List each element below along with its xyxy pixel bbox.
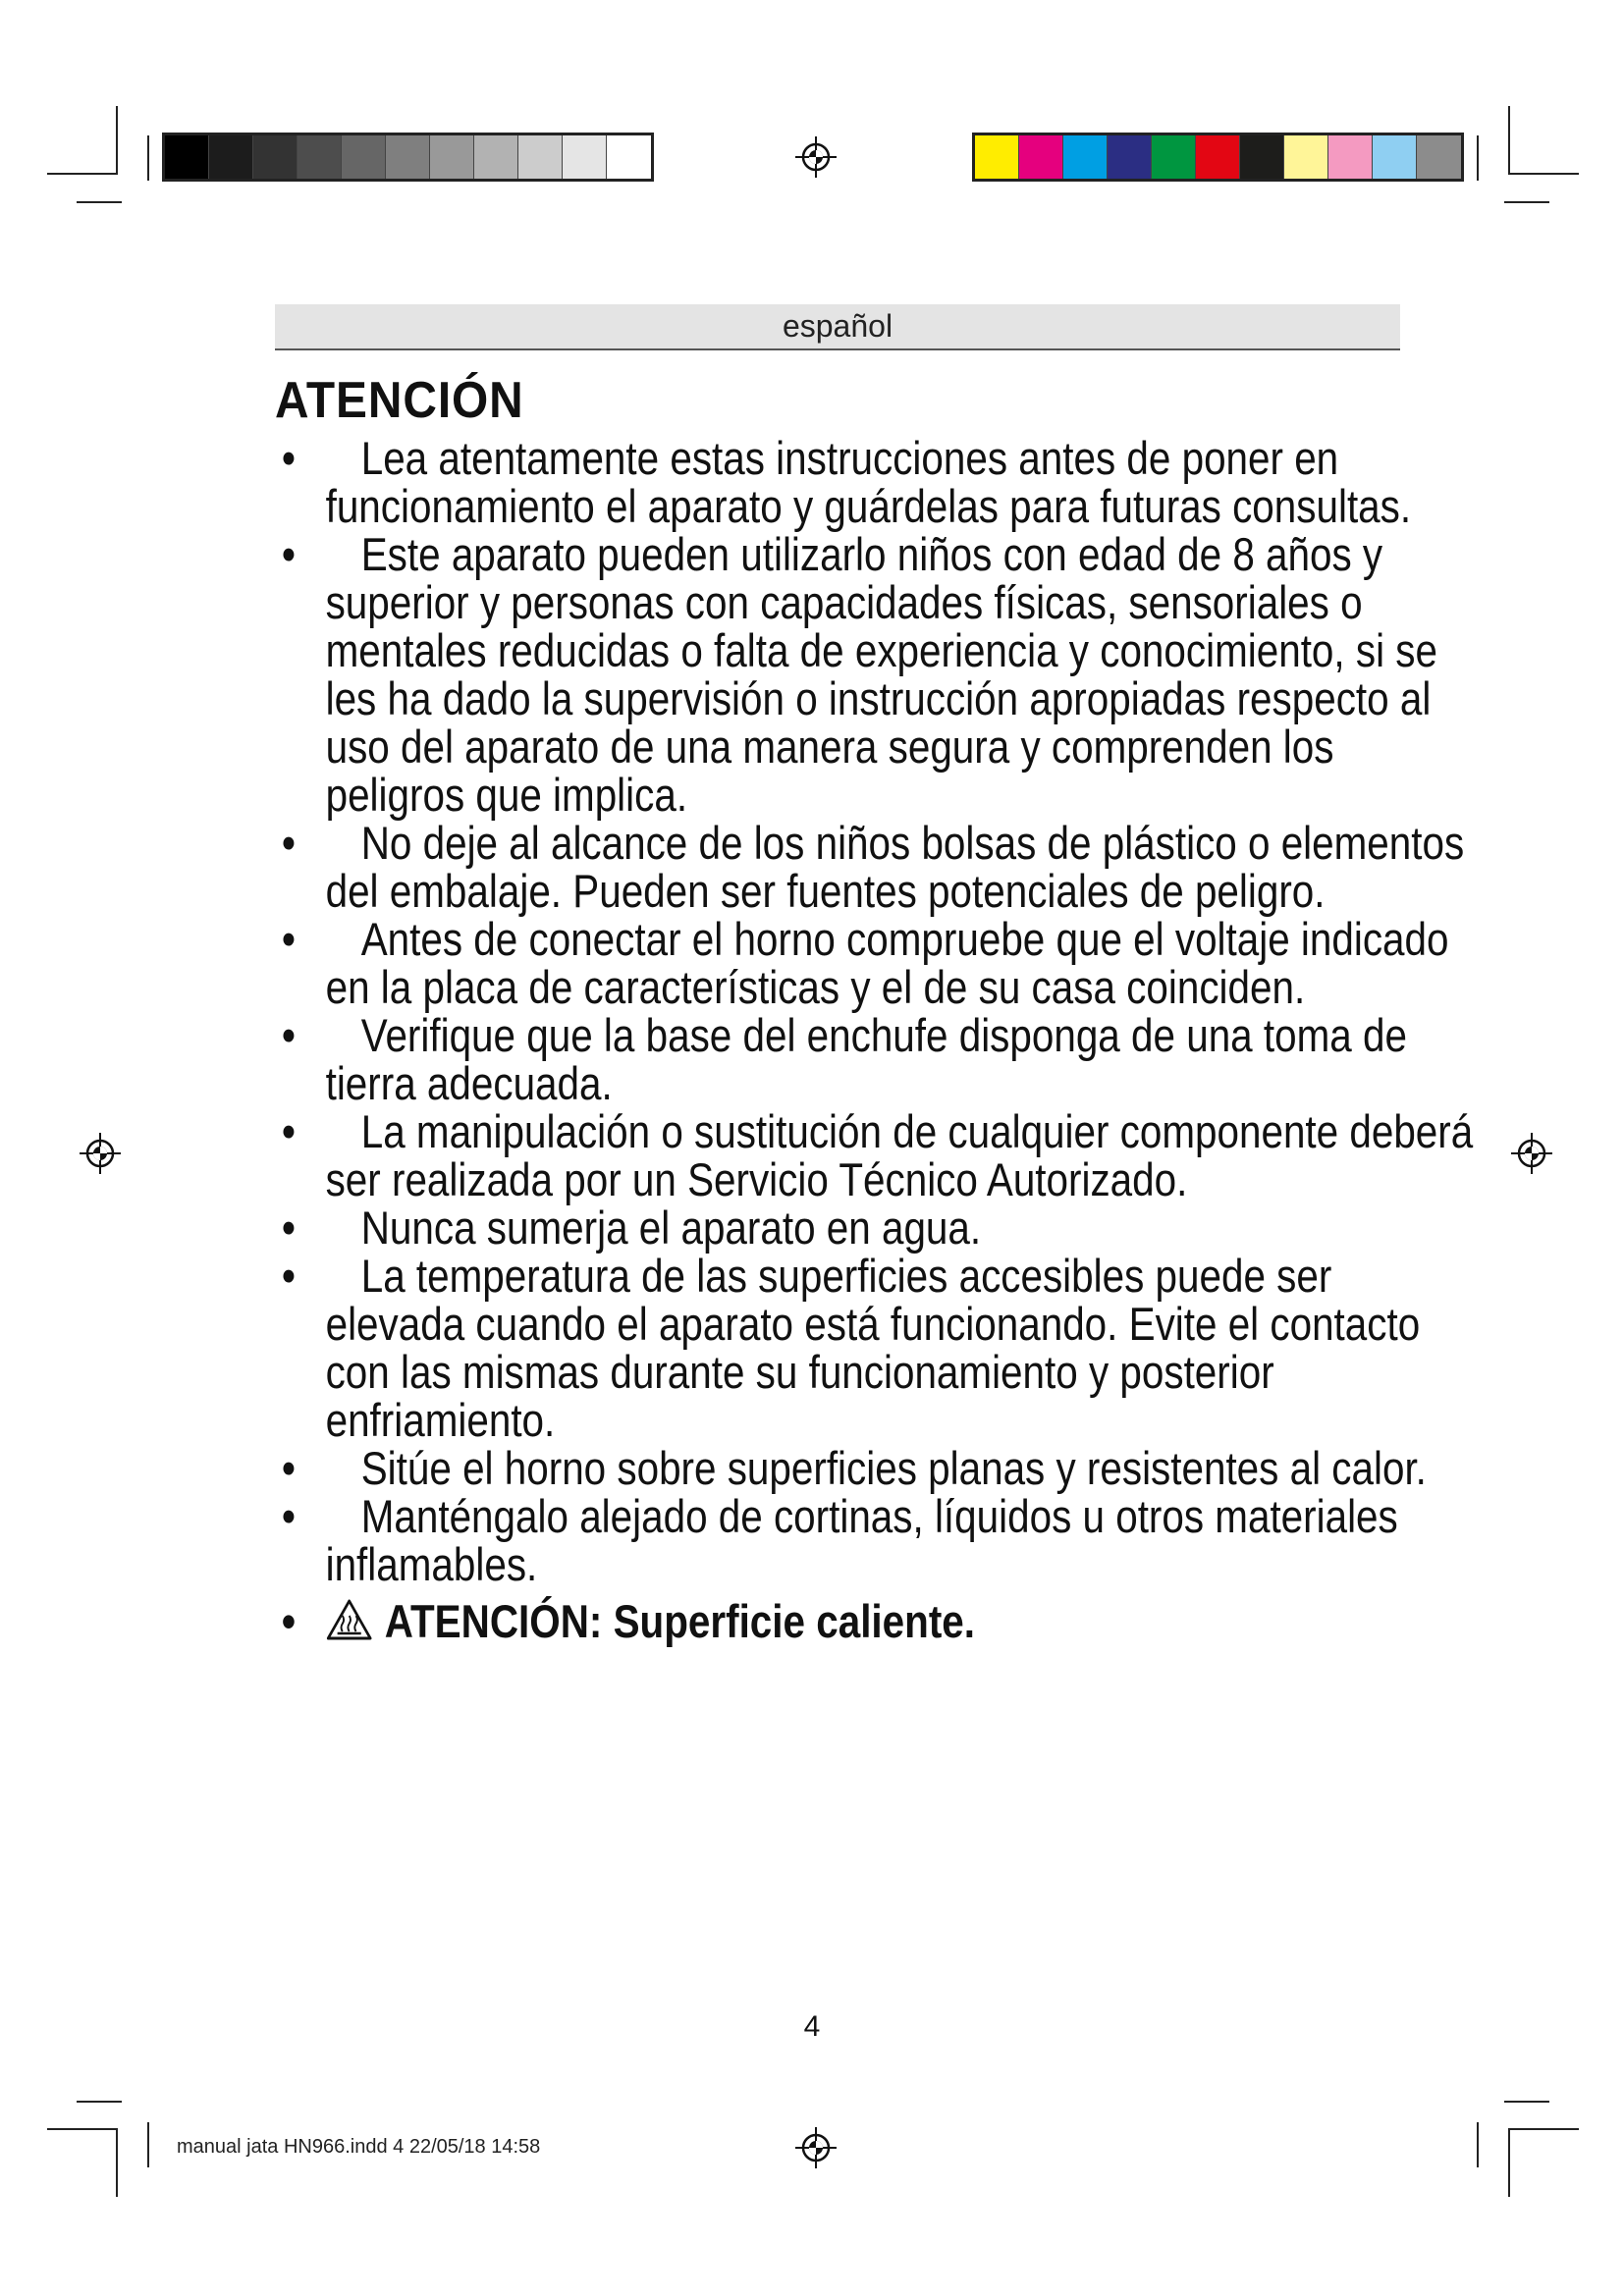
file-slug: manual jata HN966.indd 4 22/05/18 14:58 (177, 2136, 541, 2158)
bullet-icon: • (281, 1490, 297, 1542)
list-item (275, 1444, 1474, 1492)
list-item-text: Lea atentamente estas instrucciones antes de poner en funcionamiento el aparato y guárdelas para futuras consultas. (325, 432, 1412, 532)
hot-surface-warning (275, 1592, 1474, 1651)
color-swatch (474, 135, 518, 179)
color-swatch (1196, 135, 1240, 179)
list-item-text: La manipulación o sustitución de cualquier componente deberá ser realizada por un Servicio Técnico Autorizado. (325, 1105, 1474, 1205)
registration-mark-icon (1511, 1133, 1552, 1174)
color-swatch (1417, 135, 1461, 179)
registration-mark-icon (80, 1133, 121, 1174)
color-swatch (1373, 135, 1417, 179)
list-item (275, 1203, 1474, 1252)
bullet-icon: • (281, 913, 297, 965)
bullet-icon: • (281, 1442, 297, 1494)
warning-text: ATENCIÓN: Superficie caliente. (384, 1595, 975, 1647)
color-swatch (1152, 135, 1196, 179)
color-swatch (1240, 135, 1284, 179)
color-swatch (209, 135, 253, 179)
color-swatch (165, 135, 209, 179)
color-swatch (253, 135, 298, 179)
list-item (275, 530, 1474, 819)
color-swatch (430, 135, 474, 179)
color-swatch (563, 135, 607, 179)
grayscale-color-bar (162, 133, 654, 182)
list-item-text: Verifique que la base del enchufe disponga de una toma de tierra adecuada. (325, 1009, 1407, 1109)
bullet-icon: • (281, 1009, 297, 1061)
list-item-text: Este aparato pueden utilizarlo niños con edad de 8 años y superior y personas con capacidades físicas, sensoriales o mentales reducidas o falta de experiencia y conocimiento, si se les ha dado la supervisión o instrucción apropiadas respecto al uso del aparato de una manera segura y comprenden los peligros que implica. (325, 528, 1437, 821)
list-item-text: No deje al alcance de los niños bolsas de plástico o elementos del embalaje. Pueden ser fuentes potenciales de peligro. (325, 817, 1465, 917)
bullet-icon: • (281, 1105, 297, 1157)
list-item (275, 1107, 1474, 1203)
bullet-icon: • (281, 1595, 297, 1647)
list-item-text: Antes de conectar el horno compruebe que el voltaje indicado en la placa de características y el de su casa coinciden. (325, 913, 1449, 1013)
list-item-text: Manténgalo alejado de cortinas, líquidos u otros materiales inflamables. (325, 1490, 1398, 1590)
list-item-text: Nunca sumerja el aparato en agua. (360, 1201, 982, 1254)
color-swatch (1328, 135, 1373, 179)
list-item (275, 1252, 1474, 1444)
bullet-icon: • (281, 1250, 297, 1302)
color-swatch (1284, 135, 1328, 179)
page-number: 4 (803, 2010, 821, 2043)
bullet-icon: • (281, 1201, 297, 1254)
list-item (275, 434, 1474, 530)
registration-mark-icon (795, 136, 837, 178)
section-title: ATENCIÓN (275, 372, 524, 429)
color-swatch (1063, 135, 1108, 179)
list-item (275, 915, 1474, 1011)
color-swatch (975, 135, 1019, 179)
list-item (275, 1011, 1474, 1107)
registration-mark-icon (795, 2127, 837, 2168)
color-swatch (1019, 135, 1063, 179)
list-item-text: La temperatura de las superficies accesibles puede ser elevada cuando el aparato está funcionando. Evite el contacto con las mismas durante su funcionamiento y posterior enfriamiento. (325, 1250, 1421, 1446)
language-header: español (275, 304, 1400, 350)
safety-instructions-list (275, 432, 1474, 1651)
bullet-icon: • (281, 432, 297, 484)
list-item (275, 1492, 1474, 1588)
list-item-text: Sitúe el horno sobre superficies planas y resistentes al calor. (360, 1442, 1427, 1494)
bullet-icon: • (281, 528, 297, 580)
color-swatch (386, 135, 430, 179)
color-swatch (1108, 135, 1152, 179)
process-color-bar (972, 133, 1464, 182)
color-swatch (518, 135, 563, 179)
color-swatch (342, 135, 386, 179)
hot-surface-warning-icon (326, 1598, 373, 1641)
bullet-icon: • (281, 817, 297, 869)
list-item (275, 819, 1474, 915)
color-swatch (298, 135, 342, 179)
color-swatch (607, 135, 651, 179)
